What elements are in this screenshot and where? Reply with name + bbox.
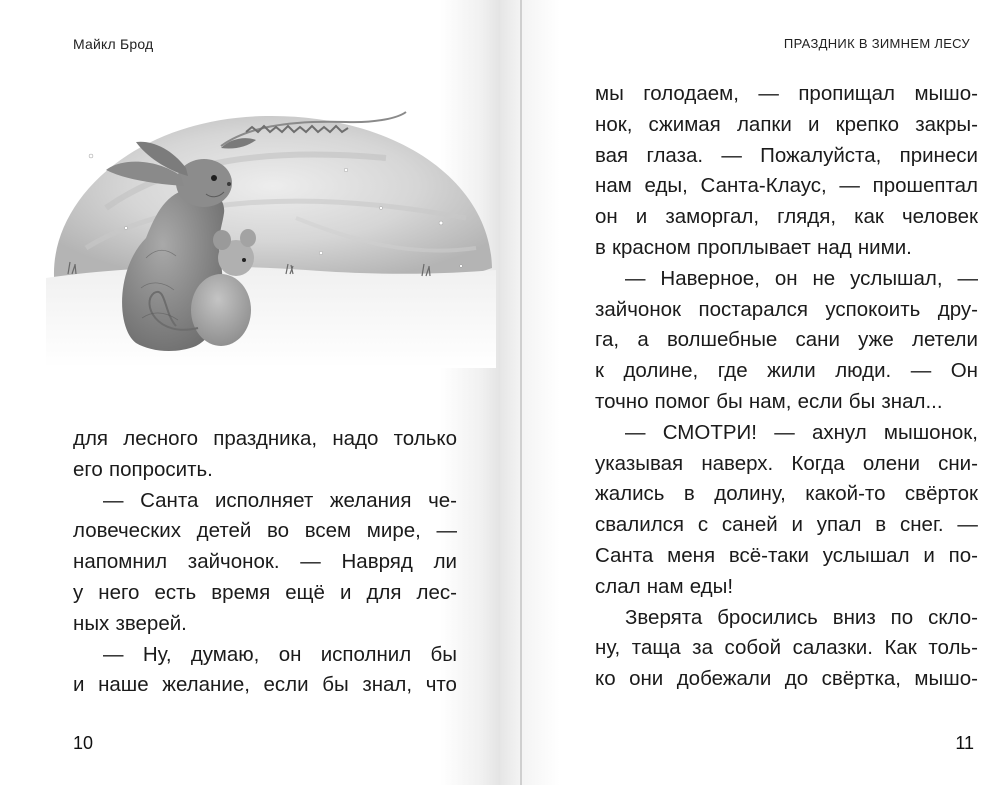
word: ахнул (811, 420, 867, 444)
word: прошептал (872, 174, 978, 198)
text-line (595, 572, 978, 603)
text-line (73, 578, 457, 609)
word: принеси (899, 143, 978, 167)
word: бы (322, 673, 349, 697)
word: пропищал (798, 82, 896, 105)
word: зверей. (115, 611, 187, 635)
word: упал (816, 513, 862, 537)
word: еды, (644, 174, 688, 198)
word: наверх. (701, 451, 774, 475)
word: нам (646, 574, 684, 598)
word: постарался (698, 297, 808, 321)
word: — (774, 420, 795, 444)
word: праздника, (213, 427, 318, 450)
word: а (637, 328, 649, 352)
text-line (595, 449, 978, 480)
word: знал... (881, 389, 943, 413)
word: как (854, 205, 884, 229)
word: свёртка, (821, 667, 901, 691)
word: какой-то (805, 482, 886, 506)
word: че- (428, 488, 457, 512)
word: над (817, 235, 852, 259)
word: лесного (123, 427, 199, 450)
word: с (697, 513, 709, 537)
word: нок, (595, 112, 633, 136)
word: для (366, 580, 402, 604)
word: еды! (689, 574, 734, 598)
text-line (595, 510, 978, 541)
word: он (278, 642, 302, 666)
word: снег. (899, 513, 944, 537)
word: он (595, 205, 618, 229)
word: красном (612, 235, 691, 259)
word: Санта (595, 543, 654, 567)
word: — (758, 82, 779, 105)
word: к (595, 359, 604, 383)
word: салазки. (792, 636, 873, 660)
text-line (595, 541, 978, 572)
word: ещё (285, 580, 325, 604)
word: дру- (937, 297, 978, 321)
word: — (721, 143, 742, 167)
word: и (808, 112, 820, 136)
right-body-text (595, 79, 978, 695)
rabbit-and-mouse-illustration (46, 88, 496, 368)
word: ну, (595, 636, 621, 660)
word: в (875, 513, 887, 537)
word: мышо- (914, 667, 978, 691)
word: ли (433, 550, 457, 574)
word: свёрток (904, 482, 978, 506)
text-line (595, 387, 978, 418)
word: для (73, 427, 109, 450)
word: голодаем, (643, 82, 739, 105)
word: — (103, 488, 124, 512)
text-line (595, 479, 978, 510)
title-running-head: ПРАЗДНИК В ЗИМНЕМ ЛЕСУ (783, 36, 970, 51)
word: крепко (835, 112, 900, 136)
word: мышо- (914, 82, 978, 105)
word: зайчонок (595, 297, 682, 321)
text-line (73, 455, 457, 486)
word: услышал, (850, 266, 943, 290)
word: ных (73, 611, 110, 635)
word: что (425, 673, 457, 697)
word: сни- (938, 451, 978, 475)
word: вниз (832, 605, 876, 629)
word: летели (911, 328, 978, 352)
word: и (73, 673, 85, 697)
text-line (73, 424, 457, 455)
word: — (910, 359, 932, 383)
word: жили (767, 359, 816, 383)
text-line (595, 295, 978, 326)
word: нам (595, 174, 632, 198)
word: думаю, (190, 642, 260, 666)
text-line (595, 264, 978, 295)
word: не (812, 266, 836, 290)
word: уже (858, 328, 894, 352)
word: они (629, 667, 664, 691)
word: напомнил (73, 550, 168, 574)
text-line (595, 141, 978, 172)
word: саней (721, 513, 778, 537)
text-line (73, 516, 457, 547)
word: исполнил (320, 642, 412, 666)
word: он (774, 266, 798, 290)
word: и (923, 543, 935, 567)
word: Санта (140, 488, 199, 512)
word: и (791, 513, 803, 537)
word: лапки (736, 112, 792, 136)
word: во (267, 519, 290, 543)
word: за (692, 636, 713, 660)
text-line (595, 418, 978, 449)
book-gutter (520, 0, 522, 785)
word: свалился (595, 513, 685, 537)
word: нам, (748, 389, 792, 413)
word: — (957, 266, 978, 290)
word: олени (862, 451, 920, 475)
word: таща (631, 636, 681, 660)
word: люди. (835, 359, 892, 383)
word: проплывает (697, 235, 811, 259)
word: СМОТРИ! (662, 420, 757, 444)
text-line (73, 670, 457, 701)
word: в (683, 482, 695, 506)
word: долине, (623, 359, 699, 383)
text-line (595, 233, 978, 264)
word: ловеческих (73, 519, 181, 543)
word: мышонок, (883, 420, 978, 444)
word: мире, (366, 519, 421, 543)
word: Он (950, 359, 978, 383)
word: Наверное, (660, 266, 760, 290)
text-line (595, 664, 978, 695)
word: глаза. (646, 143, 704, 167)
word: только (393, 427, 457, 450)
word: если (263, 673, 309, 697)
word: помог (654, 389, 711, 413)
word: сжимая (648, 112, 721, 136)
word: Когда (791, 451, 845, 475)
word: него (98, 580, 140, 604)
word: до (784, 667, 809, 691)
word: и (339, 580, 352, 604)
word: — (625, 266, 646, 290)
word: у (73, 580, 84, 604)
text-line (73, 547, 457, 578)
word: надо (332, 427, 379, 450)
word: точно (595, 389, 649, 413)
word: — (103, 642, 124, 666)
text-line (595, 325, 978, 356)
word: сани (795, 328, 840, 352)
left-body-text (73, 424, 457, 701)
word: по- (948, 543, 978, 567)
text-line (595, 202, 978, 233)
word: бы (716, 389, 743, 413)
word: зайчонок. (187, 550, 280, 574)
word: Зверята (625, 605, 703, 629)
text-line (595, 633, 978, 664)
word: — (625, 420, 646, 444)
word: наше (98, 673, 149, 697)
word: — (957, 513, 978, 537)
word: ними. (857, 235, 912, 259)
word: бы (848, 389, 876, 413)
word: — (300, 550, 321, 574)
word: и (635, 205, 648, 229)
word: — (436, 519, 457, 543)
word: Как (884, 636, 917, 660)
word: меня (667, 543, 716, 567)
page-number-left: 10 (73, 733, 94, 753)
word: глядя, (777, 205, 837, 229)
word: успокоить (825, 297, 921, 321)
word: скло- (928, 605, 978, 629)
word: собой (724, 636, 782, 660)
word: если (797, 389, 843, 413)
word: указывая (595, 451, 684, 475)
text-line (595, 356, 978, 387)
author-running-head: Майкл Брод (73, 36, 154, 52)
word: его (73, 457, 103, 481)
word: бросились (717, 605, 818, 629)
word: где (717, 359, 748, 383)
word: закры- (915, 112, 978, 136)
word: человек (901, 205, 978, 229)
text-line (595, 603, 978, 634)
word: мы (595, 82, 624, 105)
text-line (73, 486, 457, 517)
word: ко (595, 667, 616, 691)
word: Навряд (341, 550, 413, 574)
word: заморгал, (665, 205, 760, 229)
word: вая (595, 143, 629, 167)
word: желание, (162, 673, 250, 697)
word: долину, (714, 482, 786, 506)
word: есть (154, 580, 197, 604)
word: по (890, 605, 914, 629)
word: Ну, (142, 642, 172, 666)
word: добежали (676, 667, 772, 691)
text-line (73, 609, 457, 640)
word: желания (329, 488, 412, 512)
word: — (839, 174, 860, 198)
word: исполняет (214, 488, 314, 512)
word: попросить. (108, 457, 213, 481)
word: всё-таки (728, 543, 809, 567)
word: слал (595, 574, 641, 598)
word: лес- (416, 580, 457, 604)
text-line (595, 171, 978, 202)
word: время (211, 580, 271, 604)
word: бы (430, 642, 457, 666)
word: Санта-Клаус, (700, 174, 827, 198)
word: толь- (928, 636, 978, 660)
word: всем (304, 519, 352, 543)
word: детей (196, 519, 252, 543)
word: волшебные (666, 328, 778, 352)
text-line (595, 79, 978, 110)
word: в (595, 235, 606, 259)
word: услышал (822, 543, 910, 567)
page-number-right: 11 (955, 733, 974, 753)
word: жались (595, 482, 665, 506)
word: знал, (362, 673, 413, 697)
word: га, (595, 328, 620, 352)
text-line (595, 110, 978, 141)
word: Пожалуйста, (760, 143, 882, 167)
text-line (73, 640, 457, 671)
